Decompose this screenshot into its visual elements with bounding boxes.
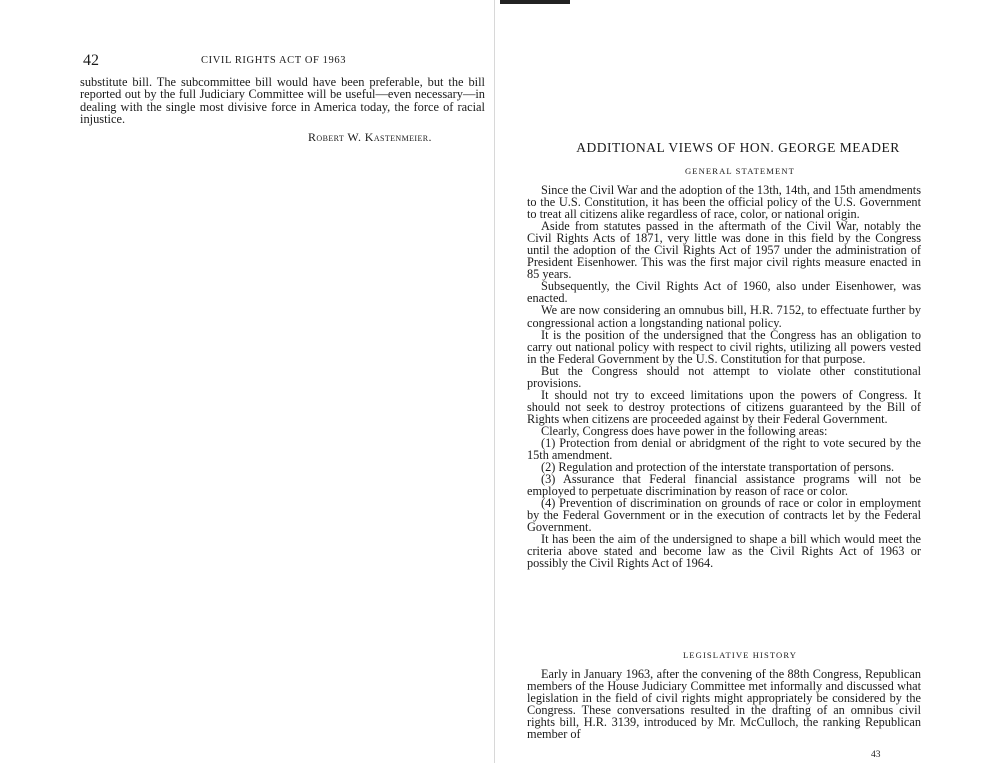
- running-title: CIVIL RIGHTS ACT OF 1963: [201, 55, 347, 66]
- paragraph: Since the Civil War and the adoption of the 13th, 14th, and 15th amendments to the U.S. Constitution, it has been the official policy of the U.S. Government to treat all citizens alike regardless of race, color, or national origin.: [527, 183, 921, 222]
- section-title: ADDITIONAL VIEWS OF HON. GEORGE MEADER: [576, 140, 900, 155]
- paragraph: Aside from statutes passed in the aftermath of the Civil War, notably the Civil Rights Acts of 1871, very little was done in this field by the Congress until the adoption of the Civil Rights Act of 1957 under the administration of President Eisenhower. This was the first major civil rights measure enacted in 85 years.: [527, 219, 921, 282]
- right-page: [495, 0, 990, 763]
- paragraph: Subsequently, the Civil Rights Act of 1960, also under Eisenhower, was enacted.: [527, 279, 921, 306]
- list-item: (4) Prevention of discrimination on grounds of race or color in employment by the Federal Government or in the execution of contracts let by the Federal Government.: [527, 496, 921, 535]
- list-item: (3) Assurance that Federal financial assistance programs will not be employed to perpetuate discrimination by reason of race or color.: [527, 472, 921, 499]
- paragraph: It has been the aim of the undersigned to shape a bill which would meet the criteria above stated and become law as the Civil Rights Act of 1963 or possibly the Civil Rights Act of 1964.: [527, 532, 921, 571]
- list-item: (1) Protection from denial or abridgment of the right to vote secured by the 15th amendment.: [527, 435, 921, 463]
- list-item: (2) Regulation and protection of the interstate transportation of persons.: [541, 460, 895, 475]
- page-number: 42: [83, 52, 99, 69]
- running-head: [83, 52, 483, 72]
- page-number: 43: [871, 750, 881, 760]
- section-heading-legislative-history: LEGISLATIVE HISTORY: [682, 650, 798, 660]
- paragraph: Clearly, Congress does have power in the following areas:: [541, 423, 828, 438]
- signature: Robert W. Kastenmeier.: [308, 130, 432, 144]
- legislative-history-body: [527, 668, 921, 740]
- paragraph: It is the position of the undersigned that the Congress has an obligation to carry out national policy with respect to civil rights, utilizing all powers vested in the Federal Government by the U.S. Constitution for that purpose.: [527, 327, 921, 366]
- paragraph: We are now considering an omnubus bill, H.R. 7152, to effectuate further by congressional action a longstanding national policy.: [527, 303, 921, 330]
- paragraph: But the Congress should not attempt to violate other constitutional provisions.: [527, 363, 921, 390]
- continuation-paragraph: substitute bill. The subcommittee bill would have been preferable, but the bill reported out by the full Judiciary Committee will be useful—even necessary—in dealing with the single most divisive force in America today, the force of racial injustice.: [80, 75, 485, 126]
- paragraph: It should not try to exceed limitations upon the powers of Congress. It should not seek to destroy protections of citizens guaranteed by the Bill of Rights when citizens are proceeded against by their Federal Government.: [527, 387, 921, 426]
- section-heading-general-statement: GENERAL STATEMENT: [684, 166, 796, 176]
- paragraph: Early in January 1963, after the convening of the 88th Congress, Republican members of the House Judiciary Committee met informally and discussed what legislation in the field of civil rights might appropriately be considered by the Congress. These conversations resulted in the drafting of an omnibus civil rights bill, H.R. 3139, introduced by Mr. McCulloch, the ranking Republican member of: [527, 667, 921, 742]
- general-statement-body: [527, 184, 921, 570]
